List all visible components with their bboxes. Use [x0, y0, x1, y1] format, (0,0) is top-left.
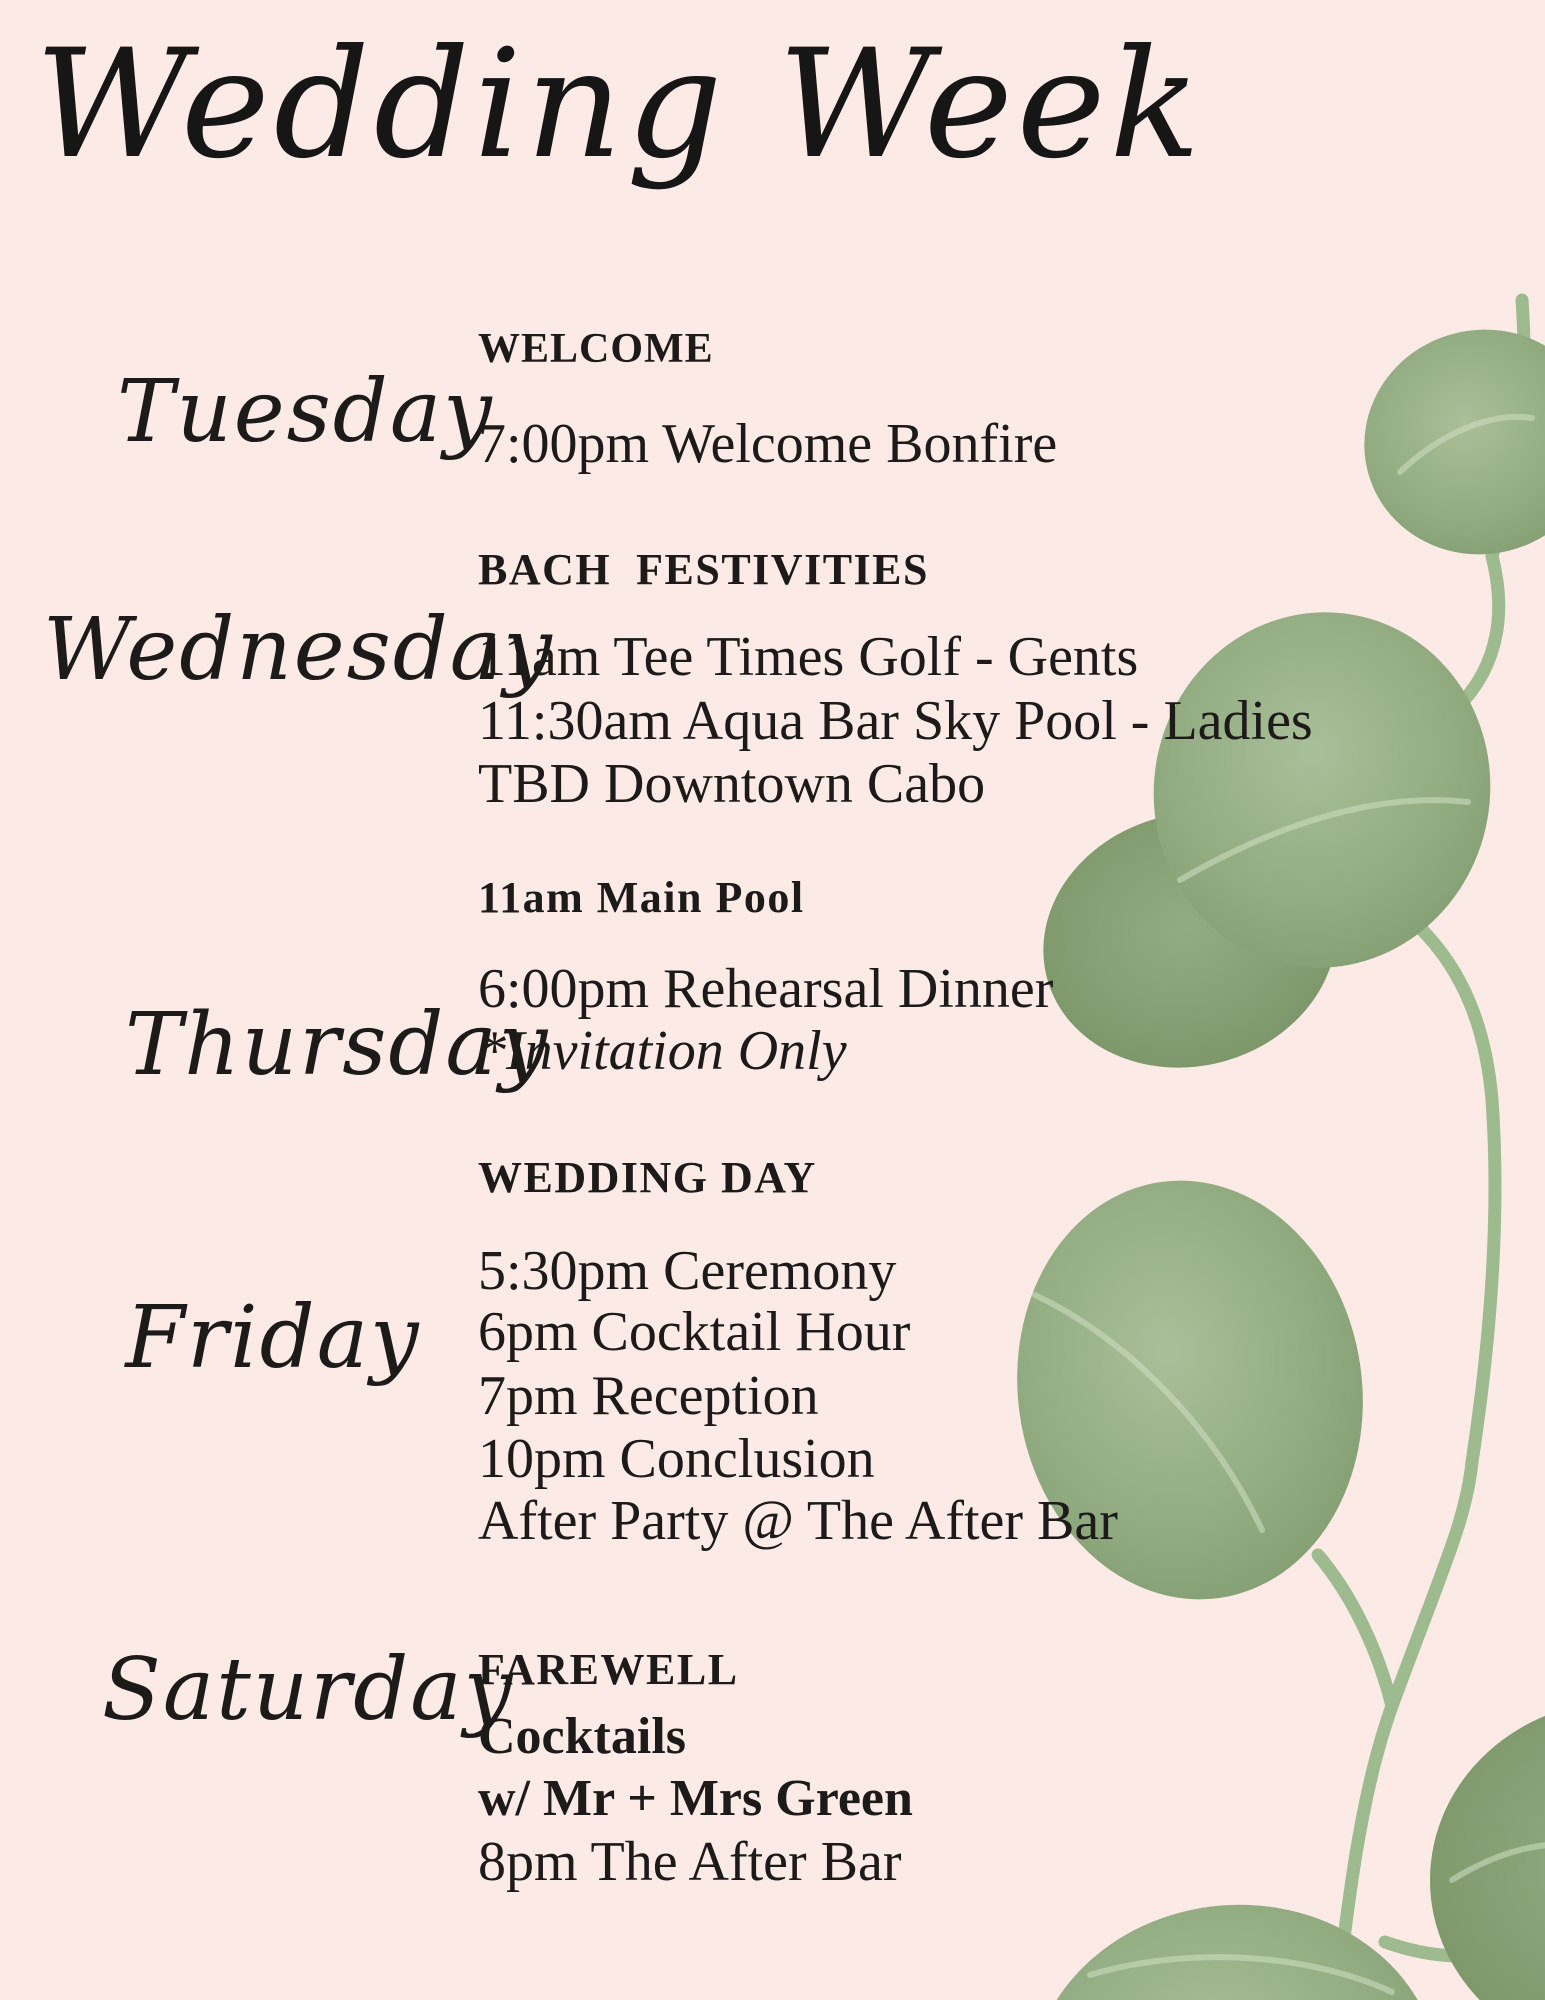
schedule-line: 6pm Cocktail Hour	[478, 1301, 911, 1363]
stem-lines	[1318, 300, 1524, 2000]
day-label-friday: Friday	[125, 1288, 421, 1388]
section-header-welcome: WELCOME	[478, 326, 714, 372]
section-header-farewell: FAREWELL	[478, 1645, 739, 1694]
schedule-line-invitation-only: *Invitation Only	[478, 1020, 847, 1082]
schedule-line: 7:00pm Welcome Bonfire	[478, 413, 1058, 475]
eucalyptus-leaves	[990, 305, 1545, 2000]
day-label-saturday: Saturday	[102, 1640, 515, 1740]
section-header-wedding-day: WEDDING DAY	[478, 1153, 817, 1202]
section-header-main-pool: 11am Main Pool	[478, 873, 805, 922]
schedule-line: 6:00pm Rehearsal Dinner	[478, 958, 1054, 1020]
day-label-thursday: Thursday	[125, 995, 550, 1095]
schedule-line: 11am Tee Times Golf - Gents	[478, 626, 1139, 688]
schedule-line: TBD Downtown Cabo	[478, 753, 986, 815]
page-title: Wedding Week	[35, 18, 1205, 192]
schedule-line: 10pm Conclusion	[478, 1428, 875, 1490]
schedule-line: 11:30am Aqua Bar Sky Pool - Ladies	[478, 690, 1313, 752]
day-label-tuesday: Tuesday	[117, 362, 494, 462]
schedule-line: 7pm Reception	[478, 1365, 819, 1427]
schedule-line: 5:30pm Ceremony	[478, 1240, 897, 1302]
schedule-line: Cocktails	[478, 1708, 686, 1765]
schedule-line: After Party @ The After Bar	[478, 1490, 1118, 1552]
schedule-line: 8pm The After Bar	[478, 1831, 902, 1893]
schedule-line: w/ Mr + Mrs Green	[478, 1770, 913, 1827]
day-label-wednesday: Wednesday	[43, 600, 554, 700]
section-header-bach-festivities: BACH FESTIVITIES	[478, 545, 929, 594]
